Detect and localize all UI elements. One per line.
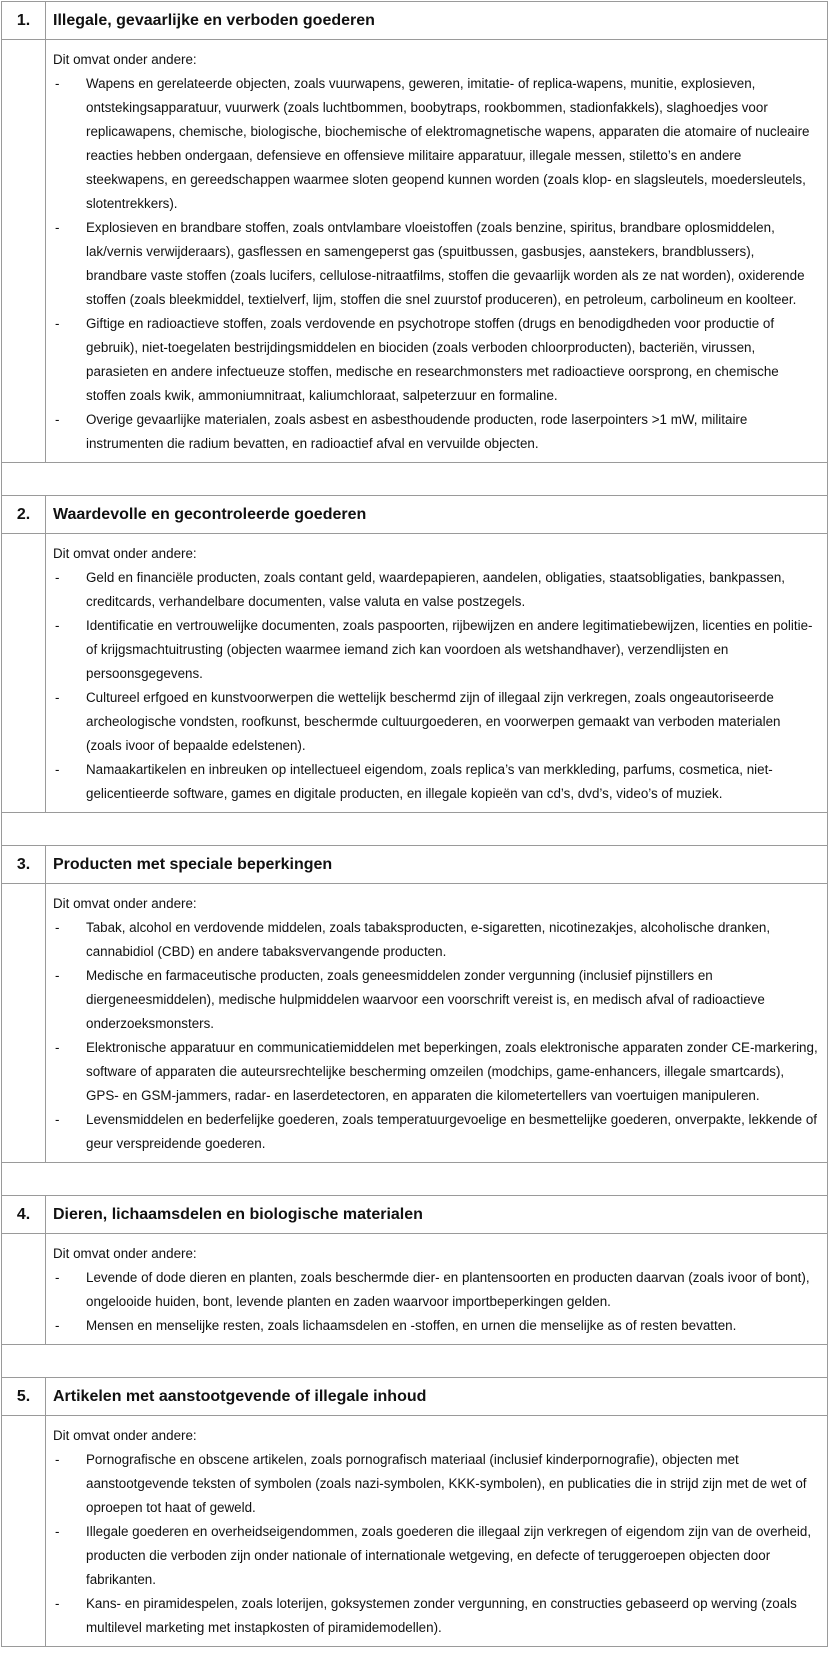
section-header [2, 2, 828, 40]
section-content [46, 534, 828, 813]
spacer-row [2, 813, 828, 846]
number-column-cell [2, 40, 46, 463]
list-item [53, 1592, 819, 1640]
spacer-cell [2, 813, 828, 846]
list-item [53, 216, 819, 312]
bullet-dash: - [55, 76, 60, 91]
number-column-cell [2, 884, 46, 1163]
item-list [53, 1266, 819, 1338]
section-content [46, 1234, 828, 1345]
list-item [53, 1520, 819, 1592]
list-item-text: Levensmiddelen en bederfelijke goederen, zoals temperatuurgevoelige en besmettelijke goederen, onverpakte, lekkende of geur verspreidende goederen. [86, 1112, 818, 1151]
bullet-dash: - [55, 1452, 60, 1467]
list-item-text: Wapens en gerelateerde objecten, zoals vuurwapens, geweren, imitatie- of replica-wapens, munitie, explosieven, ontstekingsapparatuur, vuurwerk (zoals luchtbommen, boobytraps, rookbommen, stadionfakkels), slaghoedjes voor replicawapens, chemische, biologische, biochemische of elektromagnetische wapens, apparaten die atomaire of nucleaire reacties hebben ondergaan, defensieve en offensieve militaire apparatuur, illegale messen, stiletto’s en andere steekwapens, en gereedschappen waarmee sloten geopend kunnen worden (zoals klop- en slagsleutels, moedersleutels, slotentrekkers). [86, 76, 810, 211]
bullet-dash: - [55, 1318, 60, 1333]
list-item-text: Identificatie en vertrouwelijke documenten, zoals paspoorten, rijbewijzen en andere legitimatiebewijzen, licenties en politie- of krijgsmachtuitrusting (objecten waarmee iemand zich kan voordoen als wetshandhaver), verzendlijsten en persoonsgegevens. [86, 618, 813, 681]
section-number: 2. [2, 496, 46, 534]
bullet-dash: - [55, 762, 60, 777]
section-header [2, 846, 828, 884]
bullet-dash: - [55, 1596, 60, 1611]
spacer-row [2, 1345, 828, 1378]
list-item-text: Mensen en menselijke resten, zoals lichaamsdelen en -stoffen, en urnen die menselijke as of resten bevatten. [86, 1318, 737, 1333]
section-intro: Dit omvat onder andere: [53, 546, 197, 561]
section-content-row [2, 40, 828, 463]
section-number: 4. [2, 1196, 46, 1234]
bullet-dash: - [55, 570, 60, 585]
section-title: Waardevolle en gecontroleerde goederen [46, 496, 828, 534]
section-content [46, 884, 828, 1163]
section-intro: Dit omvat onder andere: [53, 896, 197, 911]
bullet-dash: - [55, 968, 60, 983]
section-number: 1. [2, 2, 46, 40]
bullet-dash: - [55, 316, 60, 331]
prohibited-goods-table [1, 1, 828, 1647]
section-intro: Dit omvat onder andere: [53, 1428, 197, 1443]
number-column-cell [2, 534, 46, 813]
spacer-row [2, 463, 828, 496]
section-title: Illegale, gevaarlijke en verboden goederen [46, 2, 828, 40]
list-item-text: Kans- en piramidespelen, zoals loterijen, goksystemen zonder vergunning, en constructies gebaseerd op werving (zoals multilevel marketing met instapkosten of piramidemodellen). [86, 1596, 797, 1635]
list-item [53, 1266, 819, 1314]
bullet-dash: - [55, 1524, 60, 1539]
section-content-row [2, 1234, 828, 1345]
section-intro: Dit omvat onder andere: [53, 1246, 197, 1261]
list-item-text: Namaakartikelen en inbreuken op intellectueel eigendom, zoals replica’s van merkkleding, parfums, cosmetica, niet-gelicentieerde software, games en digitale producten, en illegale kopieën van cd’s, dvd’s, video’s of muziek. [86, 762, 773, 801]
section-content-row [2, 534, 828, 813]
section-number: 5. [2, 1378, 46, 1416]
bullet-dash: - [55, 1040, 60, 1055]
item-list [53, 72, 819, 456]
section-header [2, 1196, 828, 1234]
section-intro: Dit omvat onder andere: [53, 52, 197, 67]
list-item-text: Tabak, alcohol en verdovende middelen, zoals tabaksproducten, e-sigaretten, nicotinezakjes, alcoholische dranken, cannabidiol (CBD) en andere tabaksvervangende producten. [86, 920, 771, 959]
list-item [53, 1036, 819, 1108]
list-item-text: Overige gevaarlijke materialen, zoals asbest en asbesthoudende producten, rode laserpointers >1 mW, militaire instrumenten die radium bevatten, en radioactief afval en vervuilde objecten. [86, 412, 748, 451]
list-item-text: Illegale goederen en overheidseigendommen, zoals goederen die illegaal zijn verkregen of eigendom zijn van de overheid, producten die verboden zijn onder nationale of internationale wetgeving, en defecte of teruggeroepen objecten door fabrikanten. [86, 1524, 812, 1587]
number-column-cell [2, 1416, 46, 1647]
spacer-cell [2, 1345, 828, 1378]
section-title: Dieren, lichaamsdelen en biologische materialen [46, 1196, 828, 1234]
section-number: 3. [2, 846, 46, 884]
list-item [53, 408, 819, 456]
list-item [53, 312, 819, 408]
list-item-text: Levende of dode dieren en planten, zoals beschermde dier- en plantensoorten en producten daarvan (zoals ivoor of bont), ongelooide huiden, bont, levende planten en zaden waarvoor importbeperkingen gelden. [86, 1270, 810, 1309]
bullet-dash: - [55, 920, 60, 935]
list-item-text: Cultureel erfgoed en kunstvoorwerpen die wettelijk beschermd zijn of illegaal zijn verkregen, zoals ongeautoriseerde archeologische vondsten, roofkunst, beschermde cultuurgoederen, en voorwerpen gemaakt van verboden materialen (zoals ivoor of bepaalde edelstenen). [86, 690, 781, 753]
list-item-text: Geld en financiële producten, zoals contant geld, waardepapieren, aandelen, obligaties, staatsobligaties, bankpassen, creditcards, verhandelbare documenten, valse valuta en valse postzegels. [86, 570, 786, 609]
spacer-cell [2, 463, 828, 496]
bullet-dash: - [55, 690, 60, 705]
item-list [53, 1448, 819, 1640]
bullet-dash: - [55, 412, 60, 427]
list-item [53, 1314, 819, 1338]
list-item [53, 614, 819, 686]
list-item [53, 964, 819, 1036]
bullet-dash: - [55, 1112, 60, 1127]
section-header [2, 496, 828, 534]
section-title: Producten met speciale beperkingen [46, 846, 828, 884]
list-item-text: Explosieven en brandbare stoffen, zoals ontvlambare vloeistoffen (zoals benzine, spiritus, brandbare oplosmiddelen, lak/vernis verwijderaars), gasflessen en samengeperst gas (spuitbussen, gasbusjes, aanstekers, brandblussers), brandbare vaste stoffen (zoals lucifers, cellulose-nitraatfilms, stoffen die gevaarlijk worden als ze nat worden), oxiderende stoffen (zoals bleekmiddel, textielverf, lijm, stoffen die snel zuurstof produceren), en petroleum, carbolineum en koolteer. [86, 220, 805, 307]
list-item [53, 566, 819, 614]
section-content [46, 1416, 828, 1647]
list-item-text: Giftige en radioactieve stoffen, zoals verdovende en psychotrope stoffen (drugs en benodigdheden voor productie of gebruik), niet-toegelaten bestrijdingsmiddelen en biociden (zoals verboden chloorproducten), bacteriën, virussen, parasieten en andere infectueuze stoffen, medische en researchmonsters met radioactieve oorsprong, en chemische stoffen zoals kwik, ammoniumnitraat, kaliumchloraat, salpeterzuur en formaline. [86, 316, 779, 403]
section-title: Artikelen met aanstootgevende of illegale inhoud [46, 1378, 828, 1416]
spacer-row [2, 1163, 828, 1196]
list-item-text: Elektronische apparatuur en communicatiemiddelen met beperkingen, zoals elektronische apparaten zonder CE-markering, software of apparaten die auteursrechtelijke bescherming omzeilen (modchips, game-enhancers, illegale smartcards), GPS- en GSM-jammers, radar- en laserdetectoren, en apparaten die kilometertellers van voertuigen manipuleren. [86, 1040, 818, 1103]
list-item-text: Pornografische en obscene artikelen, zoals pornografisch materiaal (inclusief kinderpornografie), objecten met aanstootgevende teksten of symbolen (zoals nazi-symbolen, KKK-symbolen), en publicaties die in strijd zijn met de wet of oproepen tot haat of geweld. [86, 1452, 807, 1515]
bullet-dash: - [55, 618, 60, 633]
item-list [53, 916, 819, 1156]
section-content [46, 40, 828, 463]
list-item [53, 72, 819, 216]
list-item-text: Medische en farmaceutische producten, zoals geneesmiddelen zonder vergunning (inclusief pijnstillers en diergeneesmiddelen), medische hulpmiddelen waarvoor een voorschrift vereist is, en medisch afval of radioactieve onderzoeksmonsters. [86, 968, 765, 1031]
list-item [53, 686, 819, 758]
list-item [53, 916, 819, 964]
section-content-row [2, 884, 828, 1163]
item-list [53, 566, 819, 806]
section-content-row [2, 1416, 828, 1647]
bullet-dash: - [55, 220, 60, 235]
list-item [53, 758, 819, 806]
number-column-cell [2, 1234, 46, 1345]
spacer-cell [2, 1163, 828, 1196]
list-item [53, 1448, 819, 1520]
bullet-dash: - [55, 1270, 60, 1285]
list-item [53, 1108, 819, 1156]
section-header [2, 1378, 828, 1416]
